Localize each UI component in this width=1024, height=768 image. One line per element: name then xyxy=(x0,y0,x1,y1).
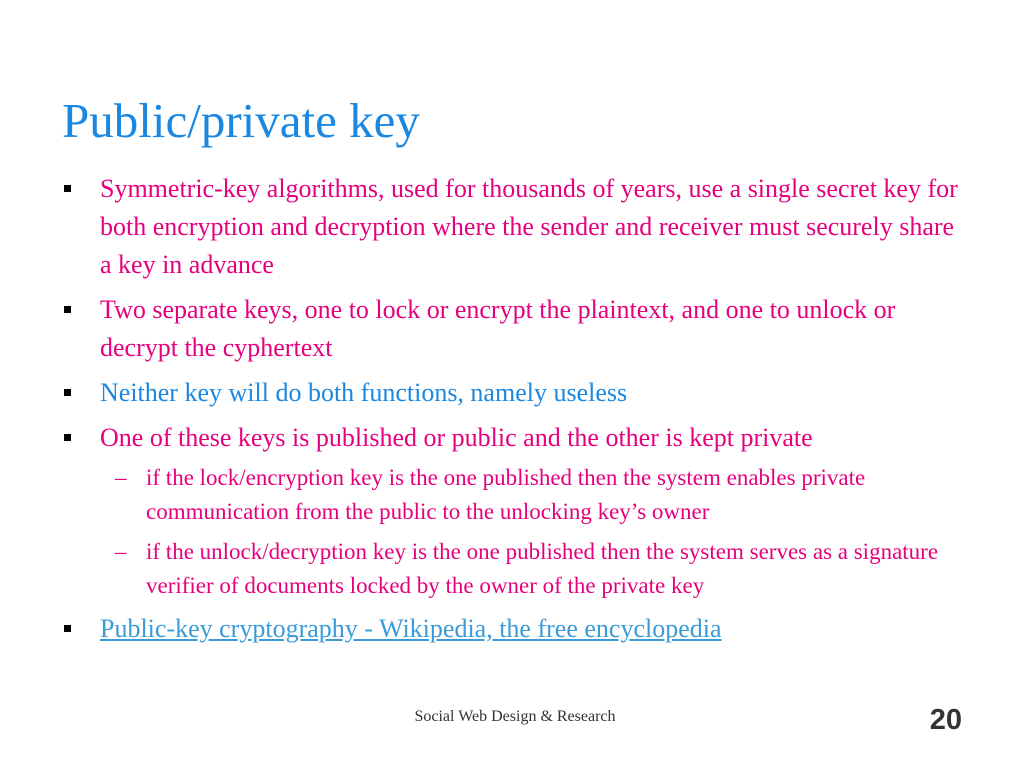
page-number: 20 xyxy=(929,704,962,736)
wikipedia-link[interactable]: Public-key cryptography - Wikipedia, the free encyclopedia xyxy=(100,614,722,643)
bullet-text: Symmetric-key algorithms, used for thousands of years, use a single secret key for both encryption and decryption where the sender and receiver must securely share a key in advance xyxy=(100,174,958,279)
square-bullet-icon xyxy=(64,185,71,192)
square-bullet-icon xyxy=(64,434,71,441)
footer-text: Social Web Design & Research xyxy=(414,708,616,725)
bullet-text: Two separate keys, one to lock or encrypt the plaintext, and one to unlock or decrypt the cyphertext xyxy=(100,295,896,362)
sub-bullet-lock-key xyxy=(100,461,972,529)
dash-bullet-icon: – xyxy=(115,539,127,564)
sub-bullet-text: if the unlock/decryption key is the one published then the system serves as a signature verifier of documents locked by the owner of the private key xyxy=(146,539,939,598)
bullet-wikipedia-link[interactable] xyxy=(62,610,972,648)
bullet-text: One of these keys is published or public and the other is kept private xyxy=(100,423,813,452)
bullet-two-keys xyxy=(62,291,972,367)
sub-bullet-text: if the lock/encryption key is the one published then the system enables private communication from the public to the unlocking key’s owner xyxy=(146,465,866,524)
sub-bullet-unlock-key xyxy=(100,535,972,603)
square-bullet-icon xyxy=(64,306,71,313)
bullet-published-key xyxy=(62,419,972,603)
square-bullet-icon xyxy=(64,389,71,396)
dash-bullet-icon: – xyxy=(115,465,127,490)
bullet-symmetric-key xyxy=(62,170,972,284)
sub-bullet-list xyxy=(100,461,972,603)
slide-title: Public/private key xyxy=(62,93,420,148)
square-bullet-icon xyxy=(64,625,71,632)
bullet-neither-key xyxy=(62,374,972,412)
bullet-list xyxy=(62,170,972,655)
bullet-text: Neither key will do both functions, namely useless xyxy=(100,378,628,407)
